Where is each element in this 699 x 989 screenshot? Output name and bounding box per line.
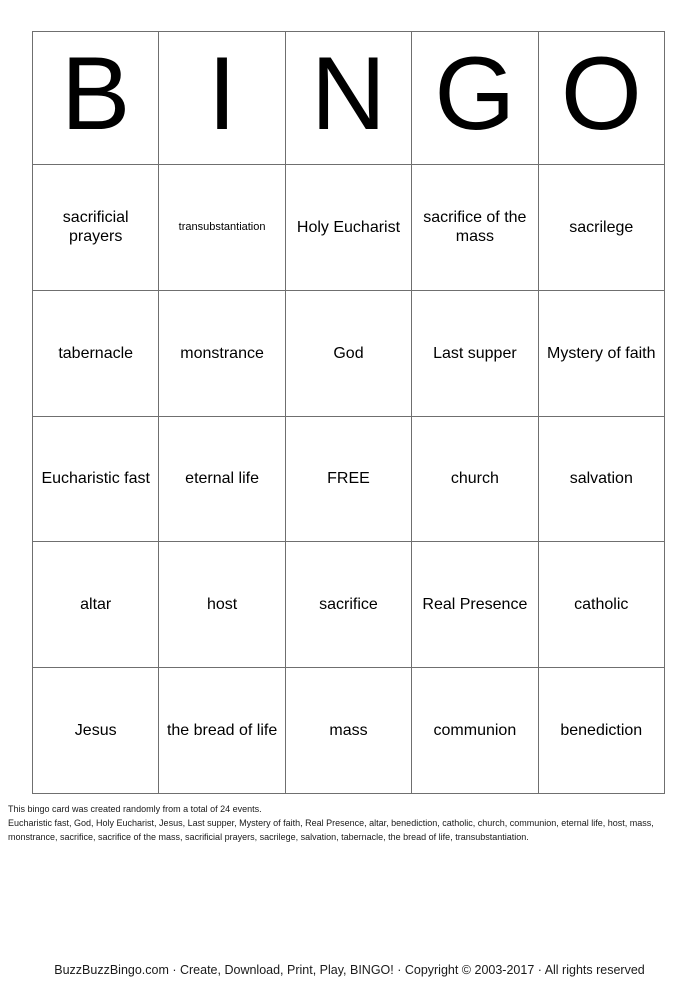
footnote-line-words-2: monstrance, sacrifice, sacrifice of the mass, sacrificial prayers, sacrilege, salvation, tabernacle, the bread of life, transubstantiation. [8,832,529,842]
bingo-cell-label: Last supper [433,344,517,362]
bingo-row [33,165,665,291]
bingo-cell[interactable] [33,165,159,291]
bingo-header-cell-o [538,32,664,165]
bingo-cell[interactable] [159,165,285,291]
bingo-cell-label: mass [329,722,368,740]
bingo-cell[interactable] [159,290,285,416]
bingo-cell[interactable] [33,416,159,542]
bingo-cell[interactable] [159,416,285,542]
bingo-cell-label: transubstantiation [178,220,266,233]
bingo-cell-label: sacrilege [569,218,634,236]
bingo-cell[interactable] [412,416,538,542]
card-footnote [8,802,691,844]
bingo-header-cell-g [412,32,538,165]
bingo-cell-label: catholic [574,596,629,614]
bingo-cell-label: sacrifice [319,596,378,614]
bingo-cell-label: altar [80,596,112,614]
bingo-cell[interactable] [412,542,538,668]
bingo-header-cell-b [33,32,159,165]
bingo-header-letter: B [61,36,131,152]
bingo-cell-label: Jesus [74,722,117,740]
bingo-cell-label: communion [433,722,517,740]
bingo-cell[interactable] [538,416,664,542]
bingo-cell-label: host [206,596,238,614]
bingo-free-space-label: FREE [327,470,370,488]
bingo-cell[interactable] [538,668,664,794]
bingo-cell[interactable] [412,290,538,416]
bingo-cell-label: Holy Eucharist [296,218,401,236]
bingo-row [33,542,665,668]
bingo-header-cell-n [285,32,411,165]
bingo-cell-label: benediction [560,722,643,740]
bingo-cell-label: church [450,470,499,488]
bingo-cell-free[interactable] [285,416,411,542]
bingo-cell[interactable] [33,668,159,794]
bingo-cell-label: eternal life [185,470,259,488]
bingo-cell[interactable] [159,668,285,794]
bingo-cell[interactable] [538,542,664,668]
bingo-cell-label: tabernacle [58,344,134,362]
bingo-header-letter: O [560,36,642,152]
page-footer: BuzzBuzzBingo.com · Create, Download, Print, Play, BINGO! · Copyright © 2003-2017 · All rights reserved [54,963,645,977]
bingo-cell-label: Eucharistic fast [41,470,150,488]
bingo-cell-label: Mystery of faith [547,344,656,362]
bingo-cell[interactable] [412,668,538,794]
footnote-line-words-1: Eucharistic fast, God, Holy Eucharist, Jesus, Last supper, Mystery of faith, Real Presence, altar, benediction, catholic, church, communion, eternal life, host, mass, [8,818,654,828]
bingo-cell-label: monstrance [180,344,264,362]
bingo-cell-label: salvation [569,470,633,488]
bingo-cell[interactable] [159,542,285,668]
bingo-cell-label: sacrificial prayers [62,209,129,246]
bingo-header-letter: N [310,36,387,152]
bingo-cell[interactable] [538,290,664,416]
bingo-row [33,668,665,794]
bingo-cell[interactable] [33,290,159,416]
bingo-cell-label: God [333,344,364,362]
bingo-row [33,416,665,542]
bingo-cell-label: the bread of life [166,722,278,740]
bingo-cell[interactable] [33,542,159,668]
bingo-cell[interactable] [412,165,538,291]
bingo-cell[interactable] [285,290,411,416]
bingo-header-letter: I [207,36,237,152]
bingo-header-cell-i [159,32,285,165]
bingo-cell[interactable] [285,668,411,794]
footnote-line-summary: This bingo card was created randomly from a total of 24 events. [8,804,262,814]
bingo-grid [32,31,665,794]
bingo-row [33,290,665,416]
bingo-cell[interactable] [538,165,664,291]
bingo-cell-label: Real Presence [422,596,528,614]
bingo-cell-label: sacrifice of the mass [423,209,527,246]
bingo-header-row [33,32,665,165]
bingo-header-letter: G [434,36,516,152]
bingo-cell[interactable] [285,542,411,668]
bingo-cell[interactable] [285,165,411,291]
